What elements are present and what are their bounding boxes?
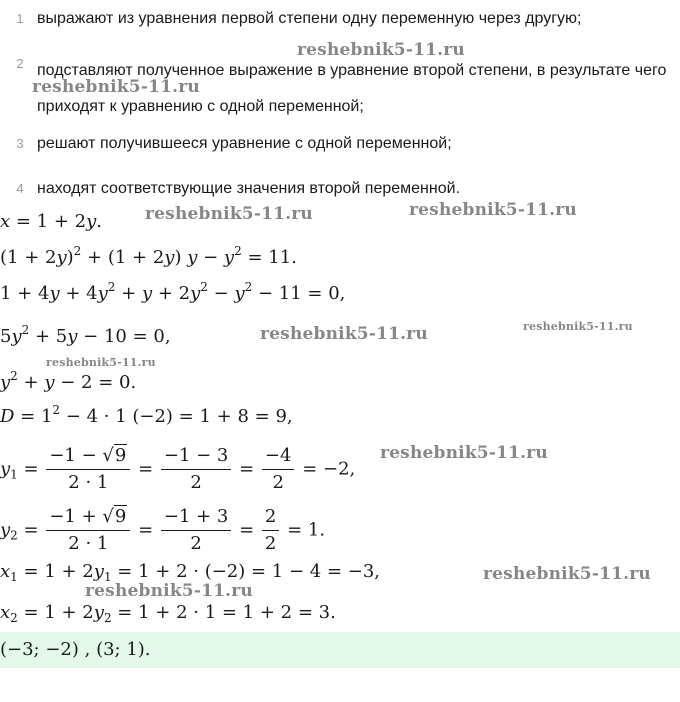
equation-substituted: $(1 + 2y)^2 + (1 + 2y)$ $y - y^2 = 11$.	[0, 244, 297, 268]
step-number: 3	[16, 136, 24, 151]
equation-x-substitution: x = 1 + 2y.	[0, 211, 103, 232]
watermark: reshebnik5-11.ru	[523, 320, 633, 333]
equation-simplified: $5y^2 + 5y - 10 = 0$,	[0, 323, 171, 347]
equation-reduced: $y^2 + y - 2 = 0$.	[0, 369, 137, 393]
equation-root-y1: $y_1$ = $\frac{-1 - √9}{2 \cdot 1}$ = $\frac{-1 - 3}{2}$ = $\frac{-4}{2}$ = −2,	[0, 445, 356, 493]
watermark: reshebnik5-11.ru	[260, 324, 428, 344]
answer-box	[0, 632, 680, 668]
step-text: решают получившееся уравнение с одной переменной;	[37, 135, 452, 152]
watermark: reshebnik5-11.ru	[85, 581, 253, 601]
watermark: reshebnik5-11.ru	[32, 77, 200, 97]
answer-text: (−3; −2) , (3; 1).	[0, 639, 151, 660]
step-text: подставляют полученное выражение в уравнение второй степени, в результате чего приходят к уравнению с одной переменной;	[37, 62, 667, 115]
step-number: 1	[16, 11, 24, 26]
equation-discriminant: $D = 1^2 - 4 \cdot 1$ (−2) = 1 + 8 = 9,	[0, 403, 293, 427]
equation-root-y2: $y_2$ = $\frac{-1 + √9}{2 \cdot 1}$ = $\frac{-1 + 3}{2}$ = $\frac{2}{2}$ = 1.	[0, 506, 326, 554]
watermark: reshebnik5-11.ru	[297, 40, 465, 60]
equation-expanded: $1 + 4y + 4y^2 + y + 2y^2 - y^2 - 11 = 0$,	[0, 280, 346, 304]
watermark: reshebnik5-11.ru	[483, 564, 651, 584]
watermark: reshebnik5-11.ru	[380, 443, 548, 463]
step-number: 2	[16, 56, 24, 71]
watermark: reshebnik5-11.ru	[145, 204, 313, 224]
watermark: reshebnik5-11.ru	[409, 200, 577, 220]
equation-x1: $x_1 = 1 + 2y_1 = 1 + 2 \cdot (-2) = 1 - 4 = -3$,	[0, 561, 381, 584]
step-text: выражают из уравнения первой степени одну переменную через другую;	[37, 10, 582, 27]
equation-x2: $x_2 = 1 + 2y_2 = 1 + 2 \cdot 1 = 1 + 2 = 3$.	[0, 602, 336, 625]
step-text: находят соответствующие значения второй переменной.	[37, 180, 461, 197]
step-number: 4	[16, 181, 24, 196]
watermark: reshebnik5-11.ru	[46, 356, 156, 369]
